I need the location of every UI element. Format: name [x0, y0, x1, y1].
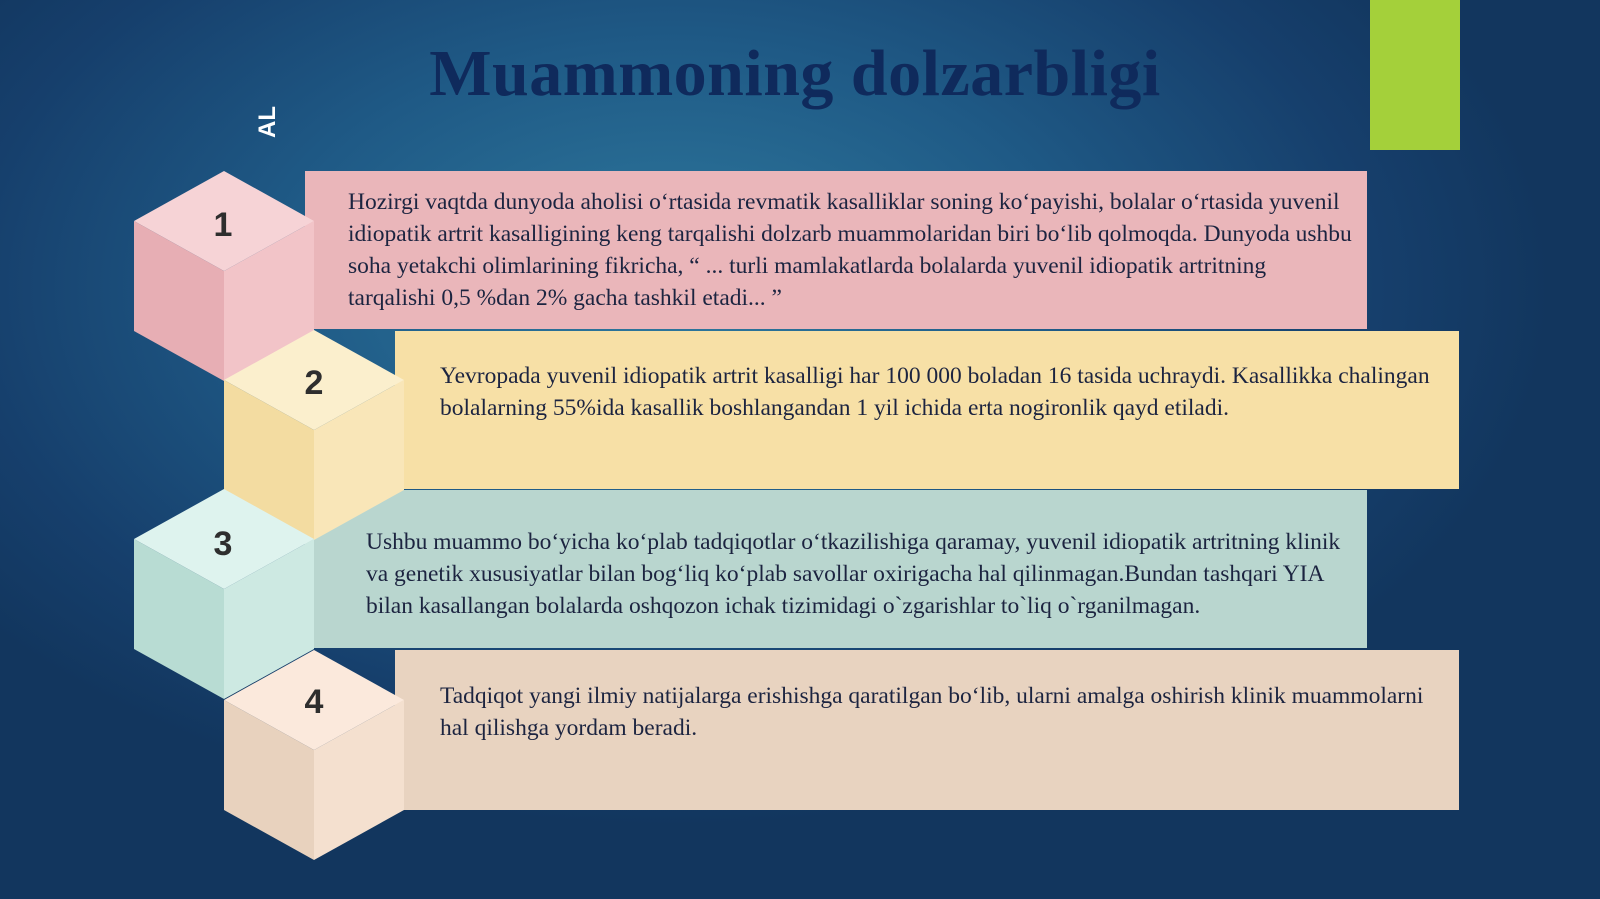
step-number-4: 4	[304, 683, 324, 721]
step-number-2: 2	[304, 364, 324, 402]
step-text-1: Hozirgi vaqtda dunyoda aholisi o‘rtasida revmatik kasalliklar soning ko‘payishi, bolalar o‘rtasida yuvenil idiopatik artrit kasalligining keng tarqalishi dolzarb muammolaridan biri bo‘lib qolmoqda. Dunyoda ushbu soha yetakchi olimlarining fikricha, “ ... turli mamlakatlarda bolalarda yuvenil idiopatik artritning tarqalishi 0,5 %dan 2% gacha tashkil etadi... ”	[348, 189, 1352, 311]
slide-title: Muammoning dolzarbligi	[429, 37, 1161, 110]
step-text-4: Tadqiqot yangi ilmiy natijalarga erishishga qaratilgan bo‘lib, ularni amalga oshirish klinik muammolarni hal qilishga yordam beradi.	[440, 683, 1424, 741]
step-text-3: Ushbu muammo bo‘yicha ko‘plab tadqiqotlar o‘tkazilishiga qaramay, yuvenil idiopatik artritning klinik va genetik xususiyatlar bilan bog‘liq ko‘plab savollar oxirigacha hal qilinmagan.Bundan tashqari YIA bilan kasallangan bolalarda oshqozon ichak tizimidagi o`zgarishlar to`liq o`rganilmagan.	[366, 529, 1341, 619]
step-number-1: 1	[213, 206, 233, 244]
step-number-3: 3	[213, 525, 233, 563]
step-cube-4	[224, 650, 404, 860]
step-text-2: Yevropada yuvenil idiopatik artrit kasalligi har 100 000 boladan 16 tasida uchraydi. Kasallikka chalingan bolalarning 55%ida kasallik boshlangandan 1 yil ichida erta nogironlik qayd etiladi.	[440, 363, 1430, 421]
stray-label: AL	[254, 106, 281, 138]
